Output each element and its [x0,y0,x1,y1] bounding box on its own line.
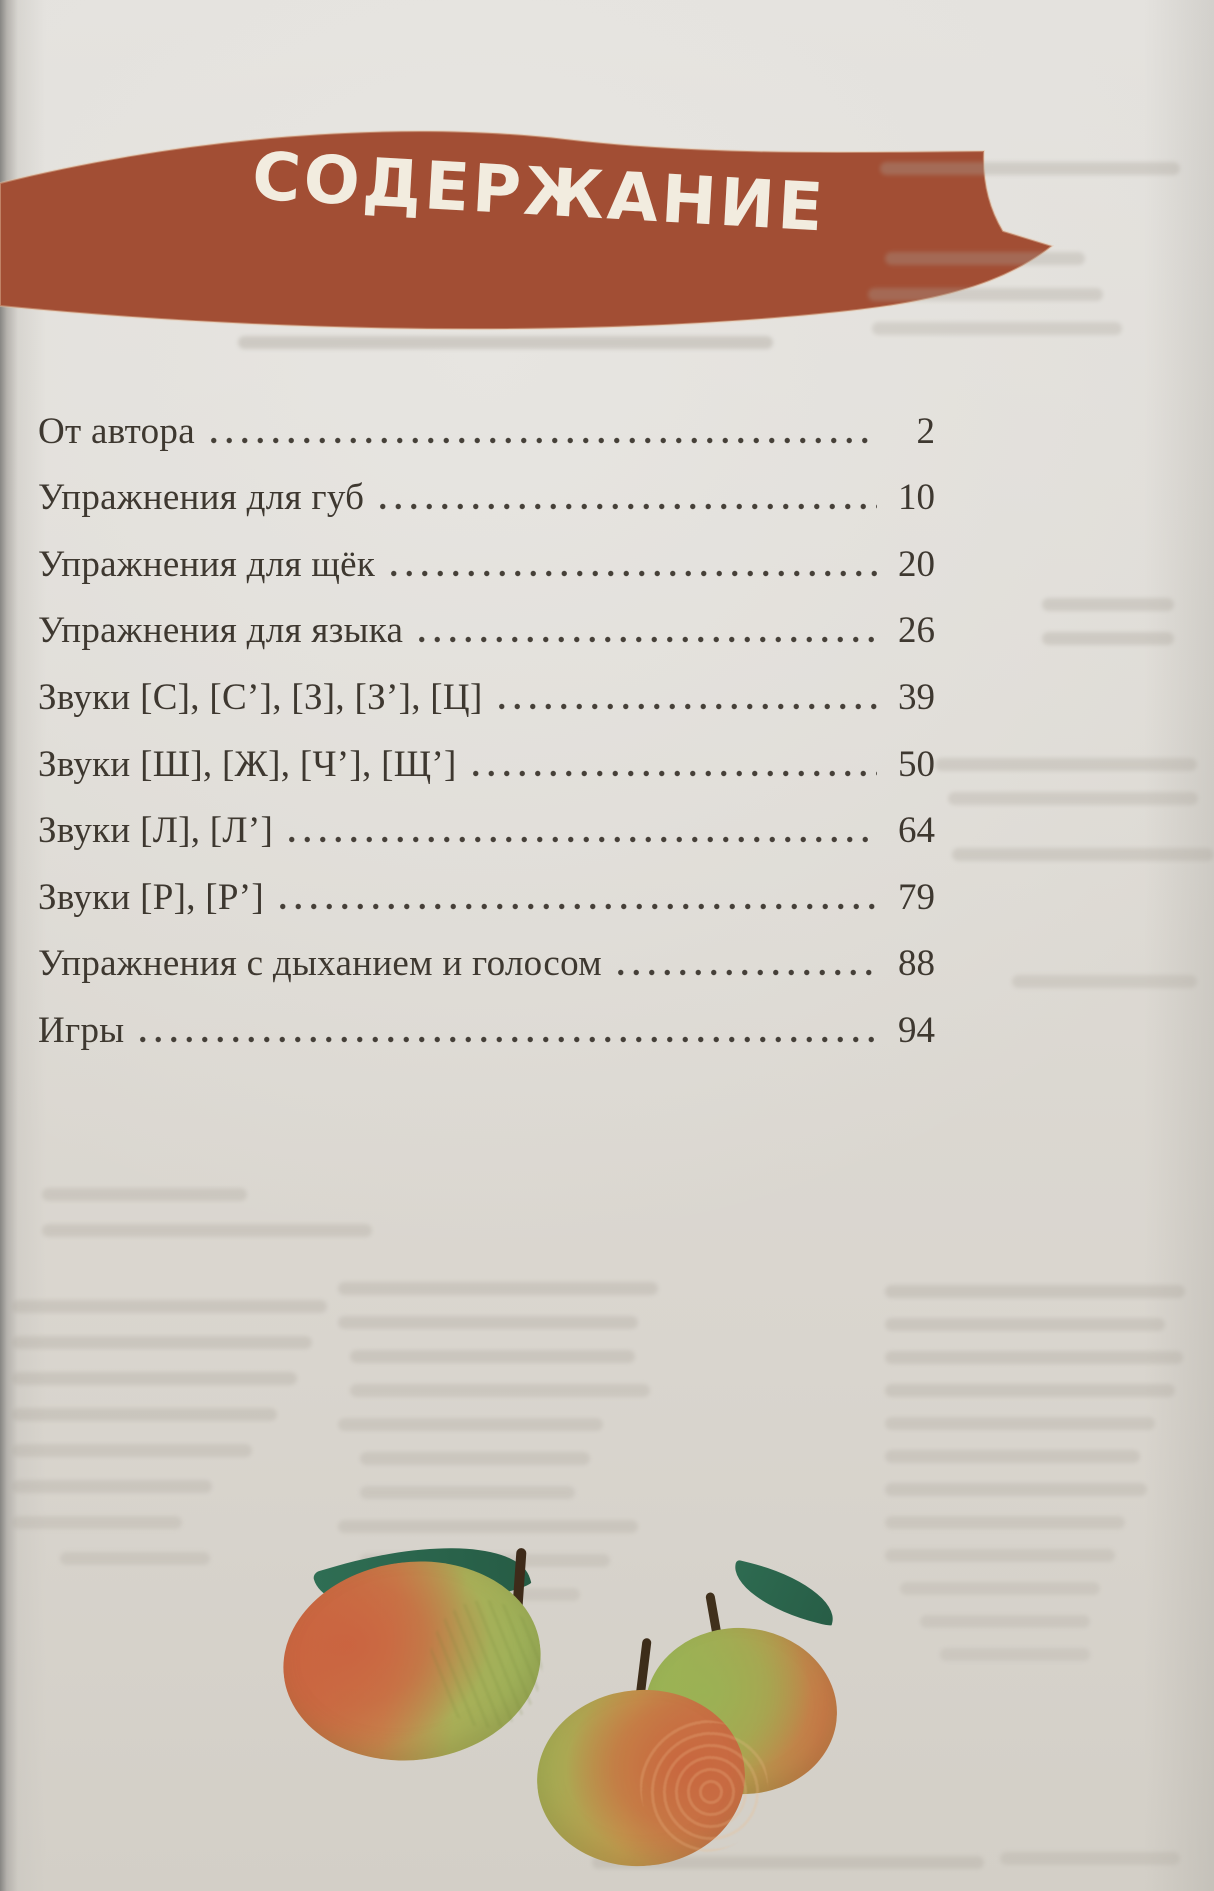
bleed-through-line [940,1648,1090,1661]
bleed-through-line [948,792,1198,805]
toc-entry-label: Упражнения для языка [38,610,404,652]
toc-row [38,858,935,925]
dot-leader [282,834,877,843]
bleed-through-line [935,758,1197,771]
toc-page-number: 88 [898,943,935,985]
dot-leader [412,634,877,643]
bleed-through-line [12,1516,182,1529]
dot-leader [273,901,877,910]
dot-leader [466,768,877,777]
toc-page-number: 79 [898,876,935,918]
bleed-through-line [238,336,773,349]
toc-entry-label: Звуки [С], [С’], [З], [З’], [Ц] [38,676,483,718]
toc-row [38,725,935,792]
bleed-through-line [880,162,1180,175]
bleed-through-line [885,1516,1125,1529]
toc-entry-label: Игры [38,1009,125,1051]
toc-entry-label: Звуки [Л], [Л’] [38,810,274,852]
bleed-through-line [360,1486,575,1499]
toc-page-number: 26 [898,610,935,652]
toc-page-number: 94 [898,1009,935,1051]
page-title: СОДЕРЖАНИЕ [250,137,828,247]
toc-page-number: 20 [898,543,935,585]
bleed-through-line [1042,632,1174,645]
dot-leader [373,501,877,510]
toc-entry-label: Упражнения для губ [38,477,365,519]
bleed-through-line [1042,598,1174,611]
toc-row [38,991,935,1058]
bleed-through-line [920,1615,1090,1628]
bleed-through-line [12,1408,277,1421]
dot-leader [611,967,877,976]
bleed-through-line [360,1452,590,1465]
bleed-through-line [1012,975,1197,988]
bleed-through-line [868,288,1103,301]
bleed-through-line [338,1282,658,1295]
bleed-through-line [12,1300,327,1313]
bleed-through-line [900,1582,1100,1595]
bleed-through-line [338,1418,603,1431]
toc-entry-label: Звуки [Ш], [Ж], [Ч’], [Щ’] [38,743,457,785]
toc-row [38,792,935,859]
bleed-through-line [885,1549,1115,1562]
toc-row [38,925,935,992]
toc-page-number: 50 [898,743,935,785]
toc-row [38,392,935,459]
bleed-through-line [885,252,1085,265]
toc-row [38,459,935,526]
bleed-through-line [12,1372,297,1385]
bleed-through-line [885,1483,1147,1496]
dot-leader [492,701,877,710]
bleed-through-line [885,1417,1155,1430]
bleed-through-line [338,1316,638,1329]
bleed-through-line [885,1351,1183,1364]
bleed-through-line [952,848,1214,861]
bleed-through-line [885,1318,1165,1331]
bleed-through-line [338,1520,638,1533]
toc-entry-label: Упражнения с дыханием и голосом [38,943,602,985]
bleed-through-line [350,1384,650,1397]
bleed-through-line [1000,1852,1180,1865]
toc-page-number: 2 [916,410,935,452]
bleed-through-line [885,1384,1175,1397]
bleed-through-line [12,1444,252,1457]
apple-leaf [727,1560,842,1627]
toc-page-number: 10 [898,477,935,519]
toc-row [38,592,935,659]
bleed-through-line [12,1480,212,1493]
bleed-through-line [885,1285,1185,1298]
dot-leader [204,435,877,444]
toc-entry-label: От автора [38,410,195,452]
bleed-through-line [42,1224,372,1237]
toc-entry-label: Упражнения для щёк [38,543,376,585]
toc-page-number: 64 [898,810,935,852]
toc-page-number: 39 [898,676,935,718]
bleed-through-line [872,322,1122,335]
bleed-through-line [12,1336,312,1349]
table-of-contents [38,392,935,1058]
dot-leader [384,568,877,577]
bleed-through-line [350,1350,635,1363]
bleed-through-line [885,1450,1140,1463]
toc-row [38,525,935,592]
toc-entry-label: Звуки [Р], [Р’] [38,876,265,918]
toc-row [38,658,935,725]
bleed-through-line [42,1188,247,1201]
dot-leader [133,1034,877,1043]
bleed-through-line [60,1552,210,1565]
